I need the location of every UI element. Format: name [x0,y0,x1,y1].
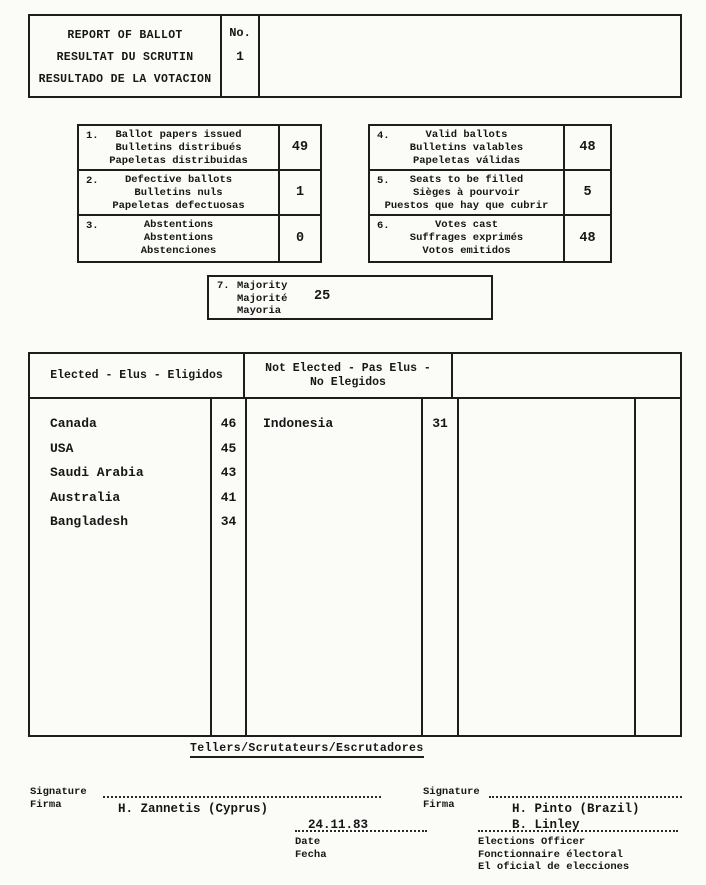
stat-line-fr: Abstentions [143,232,214,244]
stat-line-fr: Bulletins valables [409,142,524,154]
stat-number: 6. [377,220,390,232]
stat-line-en: Votes cast [434,219,498,231]
elected-country: Bangladesh [50,514,129,529]
not-elected-country-column [247,399,423,735]
signature-left-label [30,786,87,811]
not-elected-header-line2: No Elegidos [310,375,386,389]
stat-number: 7. [217,280,230,292]
majority-box [207,275,493,320]
stat-value: 48 [563,216,610,261]
stat-line-es: Votos emitidos [422,245,511,257]
stat-label [79,171,278,214]
stat-line-es: Papeletas válidas [412,155,521,167]
results-table [28,352,682,737]
elected-header [30,354,245,397]
teller-name-left: H. Zannetis (Cyprus) [118,802,269,816]
elected-country: Saudi Arabia [50,465,144,480]
stat-line-fr: Bulletins nuls [134,187,223,199]
stat-line-es: Puestos que hay que cubrir [384,200,549,212]
stat-row-seats-to-be-filled [370,171,610,216]
stats-table-left [77,124,322,263]
report-title [30,16,222,96]
title-line-fr: RESULTAT DU SCRUTIN [56,51,194,64]
results-header-empty-cell [453,354,680,397]
ballot-number-label: No. [229,26,251,40]
stat-line-en: Seats to be filled [409,174,524,186]
stat-line-fr: Suffrages exprimés [409,232,524,244]
stat-label [370,216,563,261]
signature-right-line [489,788,682,798]
not-elected-votes-column [423,399,459,735]
stat-row-valid-ballots [370,126,610,171]
stat-number: 2. [86,175,99,187]
date-line [295,820,427,832]
not-elected-header-line1: Not Elected - Pas Elus - [265,361,431,375]
not-elected-country: Indonesia [263,416,334,431]
officer-label-fr: Fonctionnaire électoral [478,848,623,861]
unused-votes-column [636,399,680,735]
elected-votes: 34 [220,514,237,529]
tellers-caption: Tellers/Scrutateurs/Escrutadores [190,742,424,758]
stat-label [79,216,278,261]
ballot-number-value: 1 [236,49,244,64]
stat-value: 1 [278,171,320,214]
elected-votes: 46 [220,416,237,431]
date-label-es: Fecha [295,848,327,861]
stat-line-fr: Bulletins distribués [115,142,242,154]
stat-line-fr: Sièges à pourvoir [412,187,521,199]
stat-number: 5. [377,175,390,187]
majority-line-fr: Majorité [237,292,288,305]
not-elected-votes: 31 [432,416,448,431]
header-box [28,14,682,98]
stat-number: 1. [86,130,99,142]
elections-officer-label [478,836,629,874]
majority-line-en: Majority [237,280,288,292]
stat-line-es: Abstenciones [140,245,217,257]
officer-label-en: Elections Officer [478,836,586,848]
elected-votes: 45 [220,440,237,456]
stat-value: 0 [278,216,320,261]
signature-label-en: Signature [423,786,480,798]
stat-label [79,126,278,169]
signature-left-line [103,788,381,798]
signature-right-label [423,786,480,811]
elections-officer-line [478,820,678,832]
stat-row-abstentions [79,216,320,261]
unused-country-column [459,399,636,735]
header-empty-cell [260,16,680,96]
majority-value: 25 [314,289,331,304]
date-label [295,836,327,861]
stat-line-en: Ballot papers issued [115,129,242,141]
teller-name-right: H. Pinto (Brazil) [512,802,640,816]
majority-line-es: Mayoria [237,305,282,317]
stat-number: 4. [377,130,390,142]
stat-value: 49 [278,126,320,169]
elections-officer-name: B. Linley [512,818,580,832]
stat-row-defective-ballots [79,171,320,216]
elected-country: Australia [50,489,121,505]
results-header-row [30,354,680,399]
elected-country: USA [50,440,74,456]
elected-votes: 43 [220,465,237,480]
title-line-es: RESULTADO DE LA VOTACION [38,73,212,86]
signature-label-en: Signature [30,786,87,798]
stat-label [370,171,563,214]
elected-country: Canada [50,416,97,431]
signature-label-es: Firma [423,798,455,811]
date-label-en: Date [295,836,321,848]
stat-number: 3. [86,220,99,232]
stat-line-en: Valid ballots [425,129,508,141]
title-line-en: REPORT OF BALLOT [67,29,183,42]
stat-row-ballot-papers-issued [79,126,320,171]
stat-label [370,126,563,169]
elected-country-column [30,399,212,735]
date-value: 24.11.83 [308,818,369,832]
stat-line-en: Abstentions [143,219,214,231]
stat-value: 48 [563,126,610,169]
signature-label-es: Firma [30,798,62,811]
stat-value: 5 [563,171,610,214]
elected-header-text: Elected - Elus - Eligidos [50,368,223,382]
elected-votes-column [212,399,247,735]
not-elected-header [245,354,453,397]
stat-line-en: Defective ballots [124,174,233,186]
stats-table-right [368,124,612,263]
stat-row-votes-cast [370,216,610,261]
results-body [30,399,680,735]
ballot-number-cell [222,16,260,96]
stat-line-es: Papeletas defectuosas [112,200,245,212]
officer-label-es: El oficial de elecciones [478,861,630,873]
stat-line-es: Papeletas distribuidas [109,155,248,167]
elected-votes: 41 [220,489,237,505]
